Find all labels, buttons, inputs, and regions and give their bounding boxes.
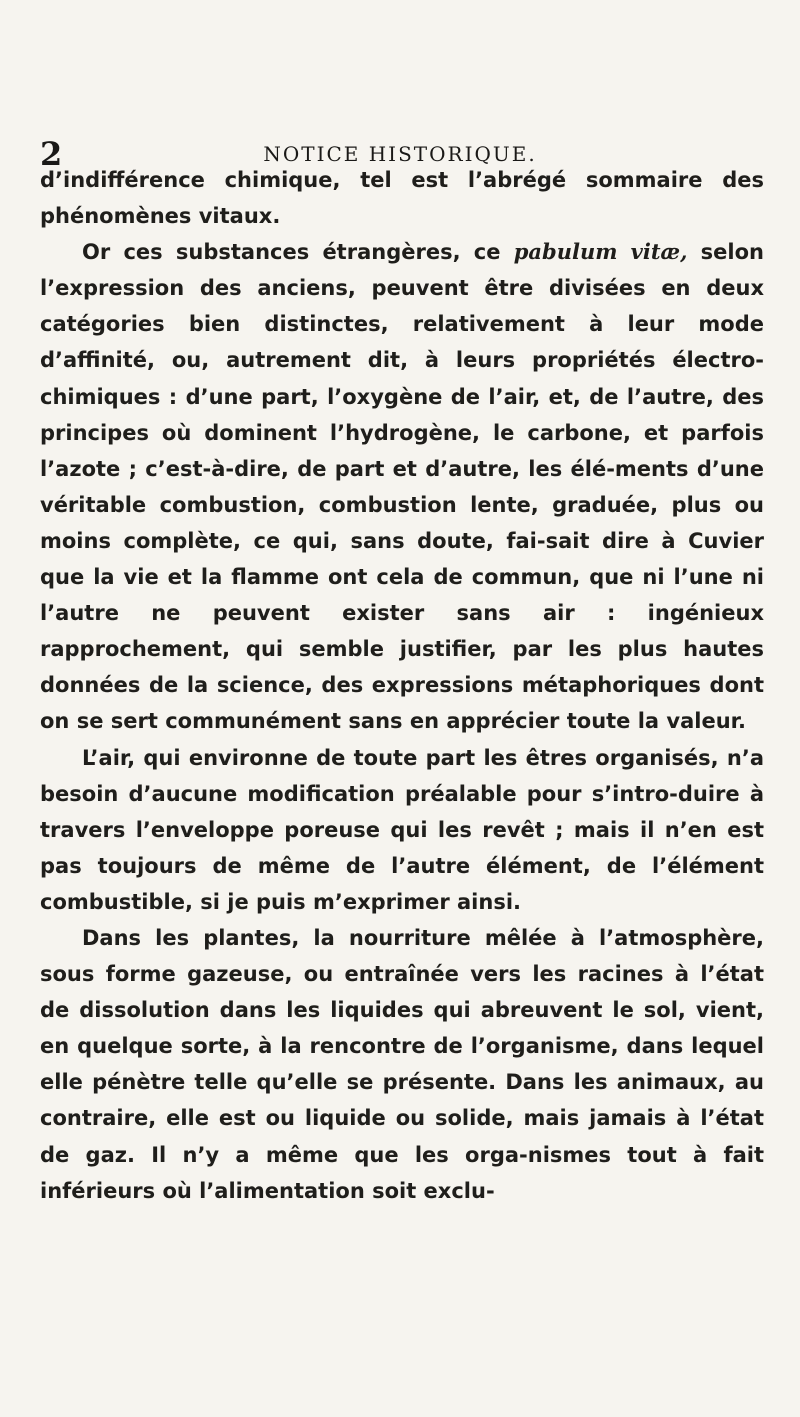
latin-phrase: pabulum vitæ, [513,239,688,265]
paragraph-4: Dans les plantes, la nourriture mêlée à l’atmosphère, sous forme gazeuse, ou entraînée vers les racines à l’état de dissolution dans les liquides qui abreuvent le sol, vient, en quelque sorte, à la rencontre de l’organisme, dans lequel elle pénètre telle qu’elle se présente. Dans les animaux, au contraire, elle est ou liquide ou solide, mais jamais à l’état de gaz. Il n’y a même que les orga-nismes tout à fait inférieurs où l’alimentation soit exclu- [40,925,764,1203]
paragraph-1: d’indifférence chimique, tel est l’abrégé sommaire des phénomènes vitaux. [40,168,764,229]
running-head: NOTICE HISTORIQUE. [263,142,537,166]
body-text [40,162,764,1209]
paragraph-2 [40,234,764,739]
paragraph-3: L’air, qui environne de toute part les êtres organisés, n’a besoin d’aucune modification préalable pour s’intro-duire à travers l’enveloppe poreuse qui les revêt ; mais il n’en est pas toujours de même de l’autre élément, de l’élément combustible, si je puis m’exprimer ainsi. [40,745,764,914]
paragraph-2-before: Or ces substances étrangères, ce [82,240,514,265]
page-number: 2 [40,135,63,173]
paragraph-2-after: selon l’expression des anciens, peuvent être divisées en deux catégories bien distinctes, relativement à leur mode d’affinité, ou, autrement dit, à leurs propriétés électro-chimiques : d’une part, l’oxygène de l’air, et, de l’autre, des principes où dominent l’hydrogène, le carbone, et parfois l’azote ; c’est-à-dire, de part et d’autre, les élé-ments d’une véritable combustion, combustion lente, graduée, plus ou moins complète, ce qui, sans doute, fai-sait dire à Cuvier que la vie et la flamme ont cela de commun, que ni l’une ni l’autre ne peuvent exister sans air : ingénieux rapprochement, qui semble justifier, par les plus hautes données de la science, des expressions métaphoriques dont on se sert communément sans en apprécier toute la valeur. [40,240,764,734]
